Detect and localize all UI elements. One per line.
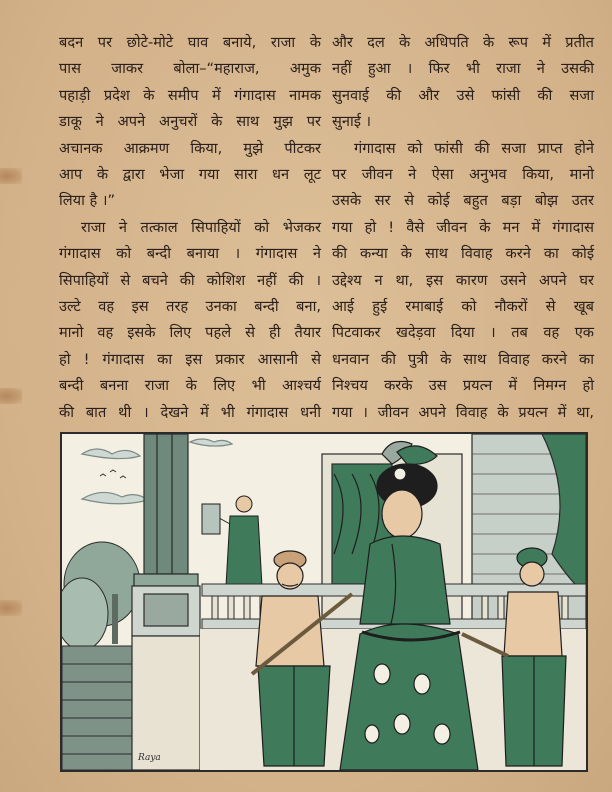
left-text-column: [59, 30, 321, 426]
text-line: पास जाकर बोला–“महाराज, अमुक: [59, 60, 321, 78]
text-line: पहाड़ी प्रदेश के समीप में गंगादास नामक: [59, 86, 321, 104]
text-line: हो ! गंगादास का इस प्रकार आसानी से: [59, 350, 321, 368]
text-line: सुनाई ।: [332, 113, 372, 131]
text-line: उसके सर से कोई बहुत बड़ा बोझ उतर: [332, 192, 594, 210]
text-line: सिपाहियों से बचने की कोशिश नहीं की ।: [59, 271, 321, 289]
paragraph: [332, 136, 594, 426]
text-line: अचानक आक्रमण किया, मुझे पीटकर: [59, 139, 321, 157]
text-line: आप के द्वारा भेजा गया सारा धन लूट: [59, 166, 321, 184]
text-line: उल्टे वह इस तरह उनका बन्दी बना,: [59, 298, 321, 316]
text-line: पर जीवन ने ऐसा अनुभव किया, मानो: [332, 166, 594, 184]
illustration-scene: [62, 434, 586, 770]
text-line: पिटवाकर खदेड़वा दिया । तब वह एक: [332, 324, 594, 342]
text-line: गंगादास को फांसी की सजा प्राप्त होने: [354, 139, 594, 157]
text-line: बन्दी बनना राजा के लिए भी आश्चर्य: [59, 377, 321, 395]
text-line: आई हुई रमाबाई को नौकरों से खूब: [332, 298, 594, 316]
text-line: गया । जीवन अपने विवाह के प्रयत्न में था,: [332, 403, 594, 421]
text-line: बदन पर छोटे-मोटे घाव बनाये, राजा के: [59, 34, 321, 51]
text-line: राजा ने तत्काल सिपाहियों को भेजकर: [81, 218, 321, 236]
text-line: धनवान की पुत्री के साथ विवाह करने का: [332, 350, 594, 368]
text-line: नहीं हुआ । फिर भी राजा ने उसकी: [332, 60, 594, 78]
binding-mark: [0, 388, 22, 404]
text-line: उद्देश्य न था, इस कारण उसने अपने घर: [332, 271, 594, 289]
paragraph: [59, 30, 321, 215]
text-line: और दल के अधिपति के रूप में प्रतीत: [332, 34, 594, 51]
text-line: की बात थी । देखने में भी गंगादास धनी: [59, 403, 321, 421]
right-text-column: [332, 30, 594, 426]
text-line: मानो वह इसके लिए पहले से ही तैयार: [59, 324, 321, 342]
artist-signature: Raya: [138, 753, 161, 763]
text-line: डाकू ने अपने अनुचरों के साथ मुझ पर: [59, 113, 321, 131]
text-line: गया हो ! वैसे जीवन के मन में गंगादास: [332, 218, 594, 236]
paragraph: [332, 30, 594, 136]
text-line: निश्चय करके उस प्रयत्न में निमग्न हो: [332, 377, 594, 395]
text-line: की कन्या के साथ विवाह करने का कोई: [332, 245, 594, 263]
stone-steps: [62, 646, 132, 770]
binding-mark: [0, 600, 22, 616]
text-line: सुनवाई की और उसे फांसी की सजा: [332, 86, 594, 104]
text-line: गंगादास को बन्दी बनाया । गंगादास ने: [59, 245, 321, 263]
paragraph: [59, 215, 321, 426]
story-illustration: [60, 432, 588, 772]
binding-mark: [0, 168, 22, 184]
text-line: लिया है ।”: [59, 192, 116, 210]
